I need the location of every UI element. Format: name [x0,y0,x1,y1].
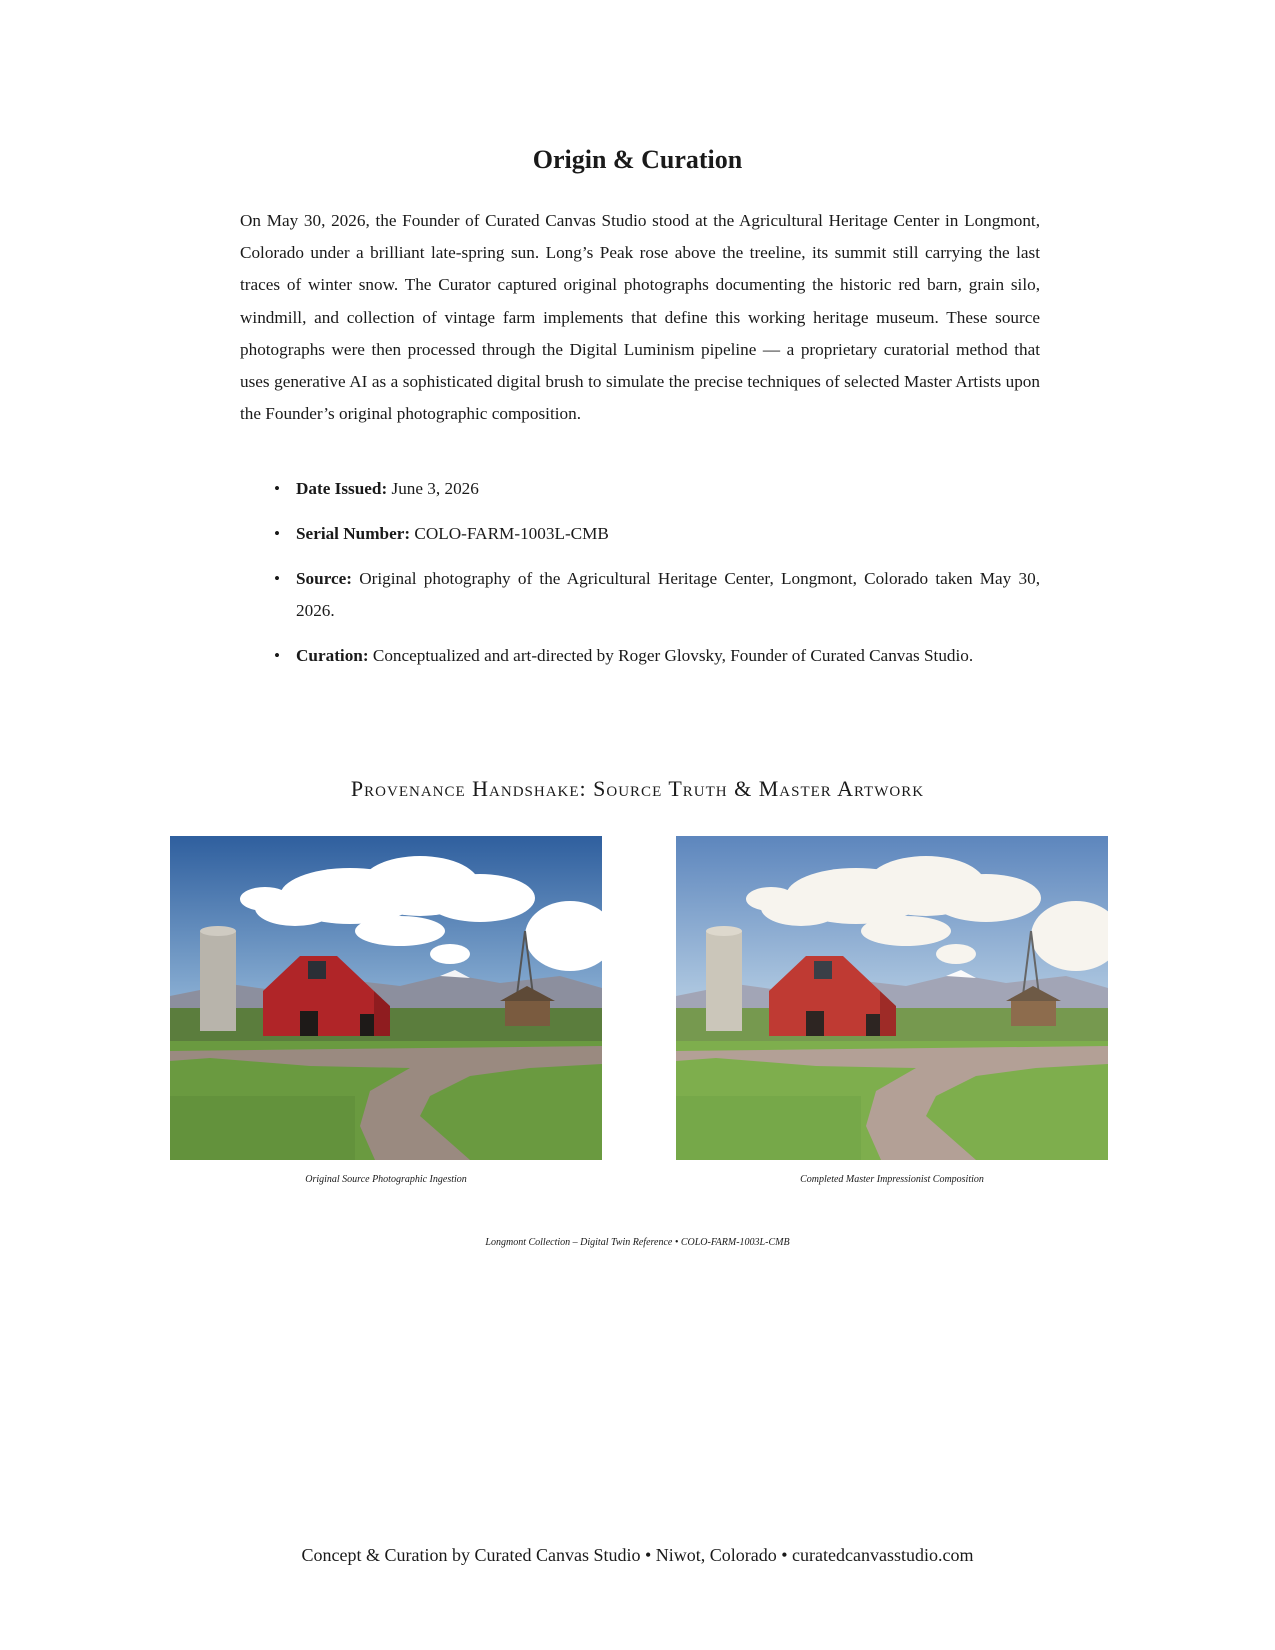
detail-value: Conceptualized and art-directed by Roger Glovsky, Founder of Curated Canvas Studio. [372,646,974,665]
source-caption: Original Source Photographic Ingestion [305,1174,467,1185]
detail-item-serial-number [274,518,1040,550]
artwork-caption: Completed Master Impressionist Composition [800,1174,984,1185]
detail-item-curation [274,640,1040,672]
detail-label: Date Issued: [296,479,388,498]
digital-twin-reference: Longmont Collection – Digital Twin Reference • COLO-FARM-1003L-CMB [485,1237,790,1248]
detail-value: June 3, 2026 [391,479,479,498]
detail-item-source [274,563,1040,627]
detail-label: Serial Number: [296,524,411,543]
barn-painting-image [676,836,1108,1160]
detail-value: COLO-FARM-1003L-CMB [414,524,609,543]
bullet-icon: • [274,479,281,498]
intro-paragraph: On May 30, 2026, the Founder of Curated Canvas Studio stood at the Agricultural Heritage Center in Longmont, Colorado under a brilliant late-spring sun. Long’s Peak rose above the treeline, its summit still carrying the last traces of winter snow. The Curator captured original photographs documenting the historic red barn, grain silo, windmill, and collection of vintage farm implements that define this working heritage museum. These source photographs were then processed through the Digital Luminism pipeline — a proprietary curatorial method that uses generative AI as a sophisticated digital brush to simulate the precise techniques of selected Master Artists upon the Founder’s original photographic composition. [240,211,1040,424]
details-list [274,473,1040,685]
detail-value: Original photography of the Agricultural Heritage Center, Longmont, Colorado taken May 30, 2026. [296,569,1040,620]
detail-label: Curation: [296,646,369,665]
handshake-title: Provenance Handshake: Source Truth & Master Artwork [350,776,925,801]
barn-photo-image [170,836,602,1160]
page-footer: Concept & Curation by Curated Canvas Studio • Niwot, Colorado • curatedcanvasstudio.com [301,1545,974,1565]
source-photograph [170,836,602,1160]
section-heading: Origin & Curation [532,145,743,174]
detail-item-date-issued [274,473,1040,505]
bullet-icon: • [274,524,281,543]
bullet-icon: • [274,646,281,665]
master-artwork [676,836,1108,1160]
bullet-icon: • [274,569,281,588]
detail-label: Source: [296,569,353,588]
